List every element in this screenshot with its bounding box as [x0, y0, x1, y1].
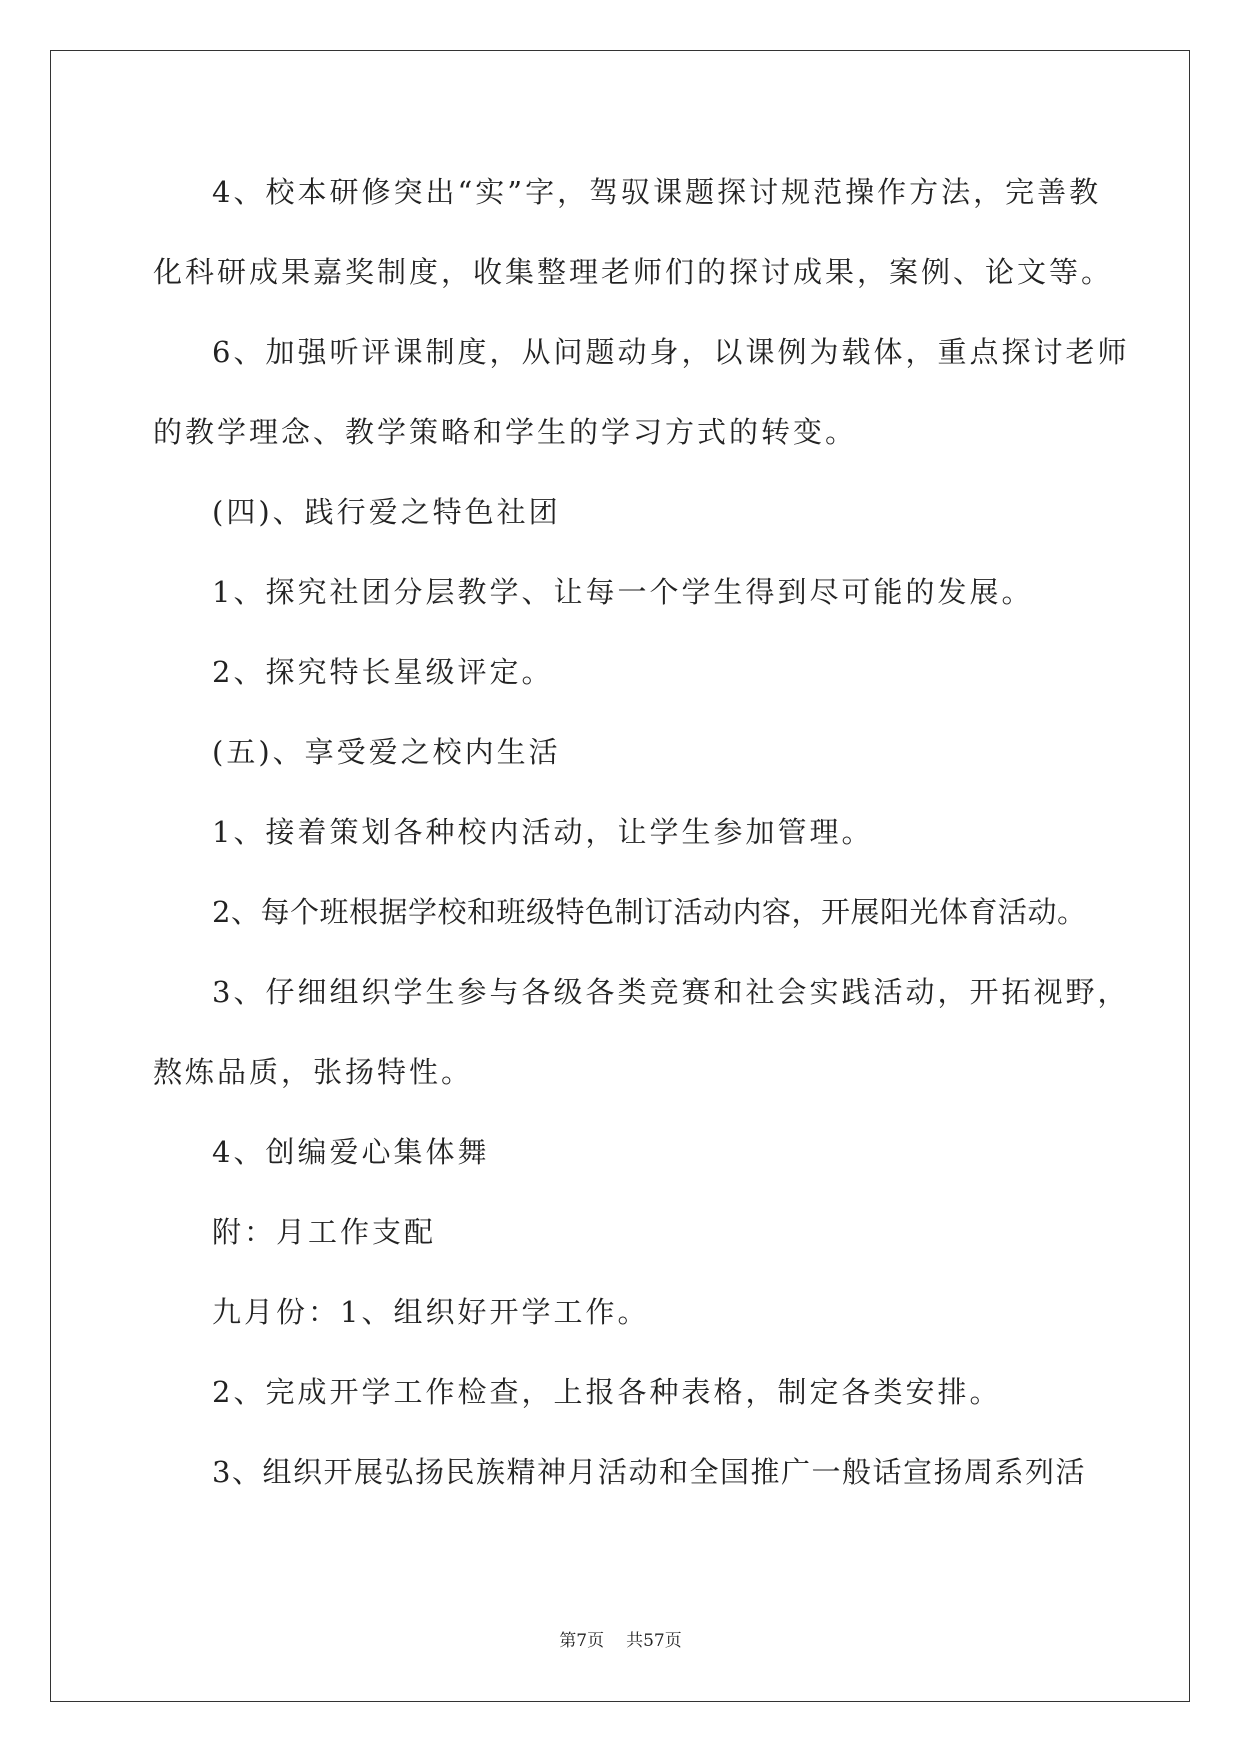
- paragraph-line: 化科研成果嘉奖制度，收集整理老师们的探讨成果，案例、论文等。: [153, 255, 1114, 289]
- page-footer: [0, 1626, 1241, 1651]
- paragraph-line: 4、校本研修突出“实”字，驾驭课题探讨规范操作方法，完善教: [212, 175, 1102, 209]
- paragraph-line: 1、接着策划各种校内活动，让学生参加管理。: [212, 815, 874, 849]
- paragraph-line: 2、每个班根据学校和班级特色制订活动内容，开展阳光体育活动。: [212, 895, 1087, 929]
- section-heading: (四)、践行爱之特色社团: [212, 495, 561, 529]
- total-pages-label: 共57页: [626, 1631, 682, 1651]
- paragraph-line: 熬炼品质，张扬特性。: [153, 1055, 474, 1089]
- current-page-label: 第7页: [559, 1631, 605, 1651]
- paragraph-line: 附：月工作支配: [212, 1215, 437, 1249]
- paragraph-line: 4、创编爱心集体舞: [212, 1135, 490, 1169]
- paragraph-line: 2、完成开学工作检查，上报各种表格，制定各类安排。: [212, 1375, 1002, 1409]
- paragraph-line: 1、探究社团分层教学、让每一个学生得到尽可能的发展。: [212, 575, 1034, 609]
- paragraph-line: 的教学理念、教学策略和学生的学习方式的转变。: [153, 415, 858, 449]
- paragraph-line: 3、仔细组织学生参与各级各类竞赛和社会实践活动，开拓视野，: [212, 975, 1130, 1009]
- paragraph-line: 2、探究特长星级评定。: [212, 655, 554, 689]
- paragraph-line: 3、组织开展弘扬民族精神月活动和全国推广一般话宣扬周系列活: [212, 1455, 1086, 1489]
- paragraph-line: 6、加强听评课制度，从问题动身，以课例为载体，重点探讨老师: [212, 335, 1130, 369]
- section-heading: (五)、享受爱之校内生活: [212, 735, 561, 769]
- paragraph-line: 九月份：1、组织好开学工作。: [212, 1295, 650, 1329]
